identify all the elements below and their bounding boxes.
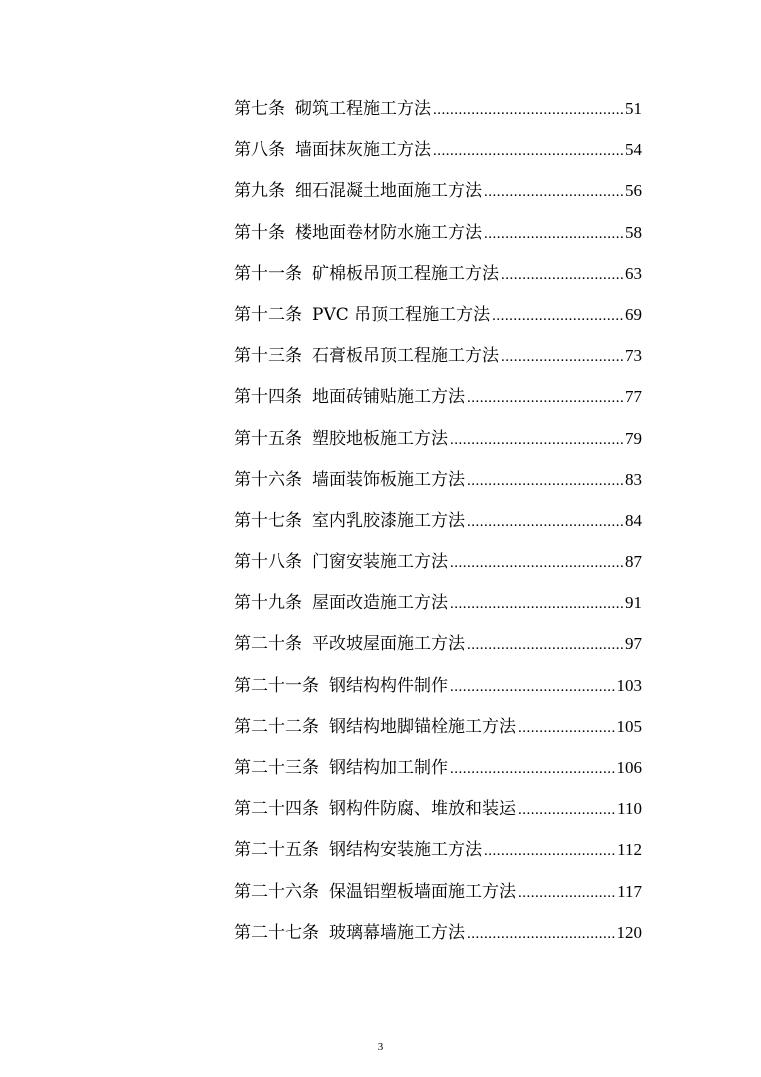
- toc-dot-leader: [484, 831, 615, 872]
- toc-entry-page: 84: [625, 510, 642, 530]
- toc-entry-title: 保温铝塑板墙面施工方法: [329, 881, 516, 902]
- toc-dot-leader: [492, 296, 623, 337]
- toc-entry[interactable]: [234, 294, 642, 335]
- toc-entry-page: 77: [625, 387, 642, 407]
- toc-entry-page: 91: [625, 593, 642, 613]
- toc-entry-number: 第十七条: [234, 510, 302, 531]
- toc-entry[interactable]: [234, 829, 642, 870]
- toc-entry-title: 塑胶地板施工方法: [312, 428, 448, 449]
- page-number: 3: [377, 1041, 384, 1053]
- toc-entry-page: 69: [625, 304, 642, 324]
- toc-entry-page: 79: [625, 428, 642, 448]
- toc-entry-page: 117: [617, 881, 642, 901]
- toc-entry-title: 钢构件防腐、堆放和装运: [329, 799, 516, 820]
- toc-entry-page: 63: [625, 263, 642, 283]
- toc-entry-title: 室内乳胶漆施工方法: [312, 510, 465, 531]
- toc-dot-leader: [501, 337, 623, 378]
- toc-entry-page: 56: [625, 181, 642, 201]
- toc-entry[interactable]: [234, 665, 642, 706]
- toc-entry-page: 105: [616, 716, 642, 736]
- toc-dot-leader: [467, 378, 623, 419]
- toc-entry-title: 石膏板吊顶工程施工方法: [312, 346, 499, 367]
- toc-entry[interactable]: [234, 747, 642, 788]
- toc-entry-number: 第十三条: [234, 346, 302, 367]
- toc-entry-number: 第十六条: [234, 469, 302, 490]
- toc-entry-title: 砌筑工程施工方法: [295, 99, 431, 119]
- toc-entry-number: 第十八条: [234, 552, 302, 573]
- toc-dot-leader: [467, 461, 623, 502]
- toc-entry-number: 第二十七条: [234, 922, 319, 943]
- toc-entry-number: 第八条: [234, 140, 285, 161]
- toc-entry-number: 第十条: [234, 222, 285, 243]
- toc-entry-number: 第十一条: [234, 263, 302, 284]
- toc-entry-title: 屋面改造施工方法: [312, 593, 448, 614]
- toc-dot-leader: [467, 502, 623, 543]
- toc-entry-number: 第十二条: [234, 304, 302, 325]
- toc-entry-title: 楼地面卷材防水施工方法: [295, 222, 482, 243]
- toc-dot-leader: [467, 625, 623, 666]
- toc-entry-number: 第二十条: [234, 634, 302, 655]
- toc-entry-number: 第二十六条: [234, 881, 319, 902]
- table-of-contents: [234, 88, 642, 953]
- toc-entry[interactable]: [234, 88, 642, 129]
- toc-entry[interactable]: [234, 623, 642, 664]
- toc-entry-number: 第十五条: [234, 428, 302, 449]
- toc-entry-title: 钢结构构件制作: [329, 675, 448, 696]
- toc-dot-leader: [450, 420, 623, 461]
- toc-entry-number: 第二十三条: [234, 758, 319, 778]
- toc-entry-number: 第二十五条: [234, 840, 319, 861]
- toc-entry-title: 墙面抹灰施工方法: [295, 140, 431, 161]
- toc-entry-number: 第七条: [234, 99, 285, 119]
- toc-dot-leader: [518, 708, 615, 749]
- toc-entry-page: 87: [625, 552, 642, 572]
- toc-dot-leader: [433, 131, 623, 172]
- toc-entry-page: 110: [617, 799, 642, 819]
- toc-entry-page: 73: [625, 346, 642, 366]
- toc-entry-page: 54: [625, 140, 642, 160]
- toc-entry[interactable]: [234, 871, 642, 912]
- toc-entry-number: 第十四条: [234, 387, 302, 408]
- toc-entry[interactable]: [234, 335, 642, 376]
- toc-entry[interactable]: [234, 788, 642, 829]
- toc-entry[interactable]: [234, 459, 642, 500]
- toc-dot-leader: [484, 172, 623, 213]
- toc-entry-page: 83: [625, 469, 642, 489]
- toc-dot-leader: [450, 584, 623, 625]
- toc-entry-number: 第二十四条: [234, 799, 319, 820]
- toc-entry-page: 97: [625, 634, 642, 654]
- toc-dot-leader: [433, 90, 623, 131]
- toc-dot-leader: [450, 667, 615, 708]
- toc-entry-title: 钢结构地脚锚栓施工方法: [329, 716, 516, 737]
- toc-entry-number: 第二十一条: [234, 675, 319, 696]
- toc-entry[interactable]: [234, 706, 642, 747]
- toc-entry-title: 钢结构安装施工方法: [329, 840, 482, 861]
- toc-entry[interactable]: [234, 418, 642, 459]
- toc-entry-page: 106: [616, 758, 642, 777]
- toc-entry-page: 58: [625, 222, 642, 242]
- toc-dot-leader: [450, 543, 623, 584]
- toc-entry[interactable]: [234, 541, 642, 582]
- toc-dot-leader: [484, 214, 623, 255]
- toc-entry-title: 平改坡屋面施工方法: [312, 634, 465, 655]
- toc-entry[interactable]: [234, 129, 642, 170]
- toc-entry-page: 112: [617, 840, 642, 860]
- toc-entry-number: 第九条: [234, 181, 285, 202]
- toc-entry-number: 第二十二条: [234, 716, 319, 737]
- toc-entry-page: 51: [625, 99, 642, 118]
- toc-entry[interactable]: [234, 376, 642, 417]
- toc-dot-leader: [518, 790, 615, 831]
- toc-entry-title: 钢结构加工制作: [329, 758, 448, 778]
- toc-entry-title: 矿棉板吊顶工程施工方法: [312, 263, 499, 284]
- toc-entry-title: PVC 吊顶工程施工方法: [312, 304, 491, 325]
- toc-dot-leader: [450, 749, 615, 790]
- toc-entry[interactable]: [234, 170, 642, 211]
- toc-dot-leader: [518, 873, 615, 914]
- toc-entry-title: 细石混凝土地面施工方法: [295, 181, 482, 202]
- toc-entry-number: 第十九条: [234, 593, 302, 614]
- toc-entry-title: 门窗安装施工方法: [312, 552, 448, 573]
- toc-entry-title: 墙面装饰板施工方法: [312, 469, 465, 490]
- toc-entry-page: 120: [616, 922, 642, 942]
- toc-dot-leader: [501, 255, 623, 296]
- toc-entry-page: 103: [616, 675, 642, 695]
- toc-entry[interactable]: [234, 500, 642, 541]
- toc-entry-title: 地面砖铺贴施工方法: [312, 387, 465, 408]
- toc-entry-title: 玻璃幕墙施工方法: [329, 922, 465, 943]
- toc-dot-leader: [467, 914, 615, 955]
- toc-entry[interactable]: [234, 582, 642, 623]
- toc-entry[interactable]: [234, 212, 642, 253]
- toc-entry[interactable]: [234, 253, 642, 294]
- toc-entry[interactable]: [234, 912, 642, 953]
